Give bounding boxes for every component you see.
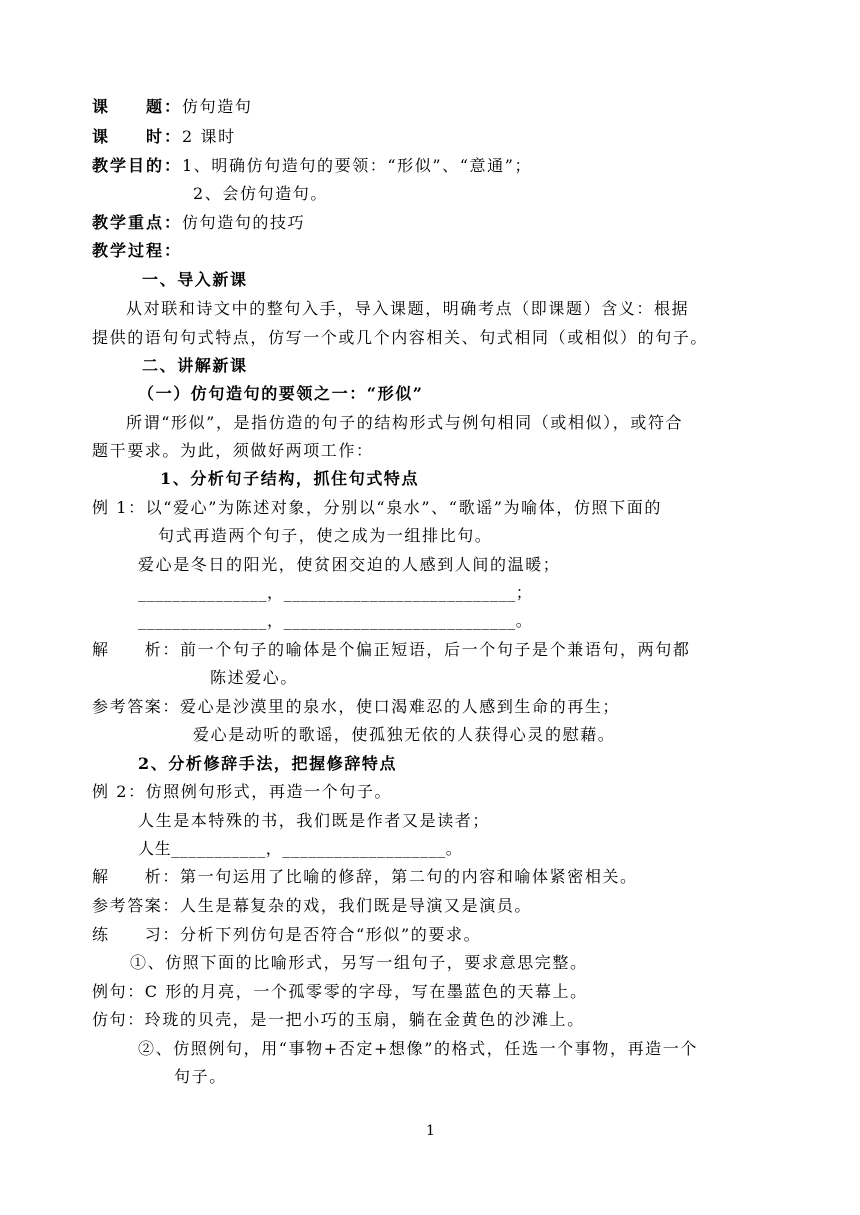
section2-subheading: （一）仿句造句的要领之一：“形似” xyxy=(138,384,424,403)
title-value: 仿句造句 xyxy=(182,97,253,116)
process-label: 教学过程： xyxy=(92,241,183,260)
example2-line: 例 2：仿照例句形式，再造一个句子。 xyxy=(92,782,393,801)
hours-value: 2 课时 xyxy=(182,127,236,146)
section1-para-2: 提供的语句句式特点，仿写一个或几个内容相关、句式相同（或相似）的句子。 xyxy=(92,328,709,347)
answer1-text-1: 爱心是沙漠里的泉水，使口渴难忍的人感到生命的再生； xyxy=(180,697,621,716)
example1-blank-2: _______________，___________________________。 xyxy=(138,611,533,630)
objective-label: 教学目的： xyxy=(92,156,183,175)
analysis1-text-2: 陈述爱心。 xyxy=(210,668,299,687)
hours-row xyxy=(92,126,236,148)
answer2-text: 人生是幕复杂的戏，我们既是导演又是演员。 xyxy=(180,896,533,915)
answer1-row xyxy=(92,696,620,718)
practice-imitation: 仿句：玲珑的贝壳，是一把小巧的玉扇，躺在金黄色的沙滩上。 xyxy=(92,1010,585,1029)
practice-item-2: ②、仿照例句，用“事物+否定+想像”的格式，任选一个事物，再造一个 xyxy=(138,1039,698,1058)
practice-item-2-cont: 句子。 xyxy=(174,1067,227,1086)
practice-intro: 分析下列仿句是否符合“形似”的要求。 xyxy=(180,925,482,944)
analysis2-row xyxy=(92,866,638,888)
example1-sample: 爱心是冬日的阳光，使贫困交迫的人感到人间的温暖； xyxy=(138,555,561,574)
hours-label: 课 时： xyxy=(92,127,183,146)
example1-line-2: 句式再造两个句子，使之成为一组排比句。 xyxy=(158,526,493,545)
answer1-label: 参考答案： xyxy=(92,697,181,716)
analysis1-text: 前一个句子的喻体是个偏正短语，后一个句子是个兼语句，两句都 xyxy=(180,640,691,659)
point2-heading: 2、分析修辞手法，把握修辞特点 xyxy=(138,754,398,773)
example2-blank: 人生___________，___________________。 xyxy=(138,839,463,858)
practice-example: 例句：C 形的月亮，一个孤零零的字母，写在墨蓝色的天幕上。 xyxy=(92,982,588,1001)
focus-label: 教学重点： xyxy=(92,213,183,232)
section2-heading: 二、讲解新课 xyxy=(142,356,248,375)
objective-item-2: 2、会仿句造句。 xyxy=(193,184,328,203)
example1-blank-1: _______________，___________________________； xyxy=(138,583,533,602)
practice-item-1: ①、仿照下面的比喻形式，另写一组句子，要求意思完整。 xyxy=(130,953,588,972)
answer1-text-2: 爱心是动听的歌谣，使孤独无依的人获得心灵的慰藉。 xyxy=(193,725,616,744)
title-label: 课 题： xyxy=(92,97,183,116)
section2-para-1: 所谓“形似”，是指仿造的句子的结构形式与例句相同（或相似），或符合 xyxy=(126,413,684,432)
title-row xyxy=(92,96,252,118)
analysis1-row xyxy=(92,639,690,661)
practice-row xyxy=(92,924,481,946)
objective-row xyxy=(92,155,532,177)
focus-row xyxy=(92,212,305,234)
focus-value: 仿句造句的技巧 xyxy=(182,213,306,232)
example2-sample: 人生是本特殊的书，我们既是作者又是读者； xyxy=(138,811,491,830)
analysis2-label: 解 析： xyxy=(92,867,181,886)
section1-heading: 一、导入新课 xyxy=(142,270,248,289)
answer2-row xyxy=(92,895,532,917)
page-number: 1 xyxy=(426,1123,435,1139)
objective-item-1: 1、明确仿句造句的要领：“形似”、“意通”； xyxy=(182,156,533,175)
answer2-label: 参考答案： xyxy=(92,896,181,915)
practice-label: 练 习： xyxy=(92,925,181,944)
section1-para-1: 从对联和诗文中的整句入手，导入课题，明确考点（即课题）含义：根据 xyxy=(126,299,690,318)
section2-para-2: 题干要求。为此，须做好两项工作： xyxy=(92,441,374,460)
analysis1-label: 解 析： xyxy=(92,640,181,659)
analysis2-text: 第一句运用了比喻的修辞，第二句的内容和喻体紧密相关。 xyxy=(180,867,638,886)
example1-line-1: 例 1：以“爱心”为陈述对象，分别以“泉水”、“歌谣”为喻体，仿照下面的 xyxy=(92,498,662,517)
point1-heading: 1、分析句子结构，抓住句式特点 xyxy=(160,469,420,488)
